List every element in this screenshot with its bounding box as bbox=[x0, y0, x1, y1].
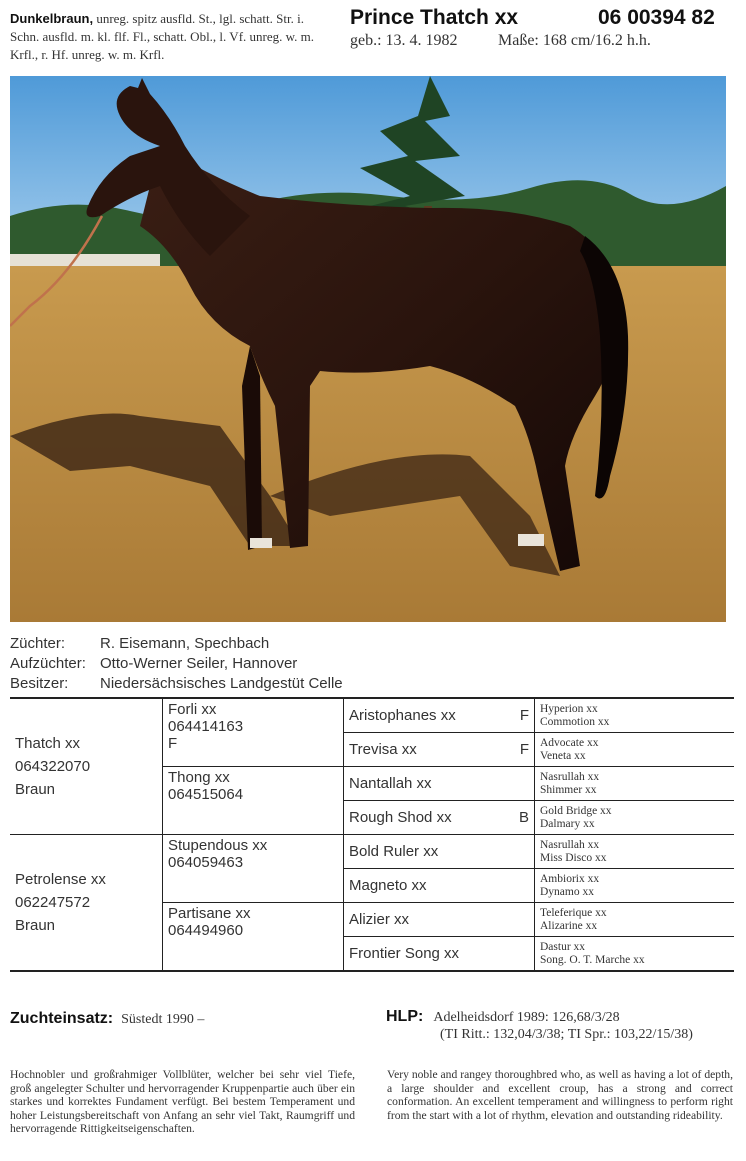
granddam-sire-cell: Thong xx 064515064 bbox=[163, 767, 344, 835]
dam-cell: Petrolense xx 062247572 Braun bbox=[10, 835, 163, 972]
markings-text: unreg. spitz ausfld. St., lgl. schatt. Str. i. Schn. ausfld. m. kl. flf. Fl., schatt. Obl., l. Vf. unreg. w. m. Krfl., r. Hf. unreg. w. m. Krfl. bbox=[10, 11, 315, 62]
horse-photo-illustration bbox=[10, 76, 726, 622]
measurements: Maße: 168 cm/16.2 h.h. bbox=[498, 32, 651, 49]
gen3-cell: Rough Shod xx B bbox=[344, 801, 535, 835]
horse-description bbox=[10, 10, 330, 64]
gen3-cell: Aristophanes xx F bbox=[344, 698, 535, 733]
horse-name: Prince Thatch xx bbox=[350, 6, 519, 29]
gen3-cell: Trevisa xx F bbox=[344, 733, 535, 767]
description-english: Very noble and rangey thoroughbred who, as well as having a lot of depth, a large shoulder and excellent croup, has a strong and correct conformation. An excellent temperament and willingness to perform right from the start with a lot of rhythm, elevation and outstanding rideability. bbox=[387, 1068, 733, 1122]
gen4-cell: Gold Bridge xx Dalmary xx bbox=[535, 801, 735, 835]
sire-cell: Thatch xx 064322070 Braun bbox=[10, 698, 163, 835]
breeding-info: Zuchteinsatz: Süstedt 1990 – bbox=[10, 1010, 205, 1027]
gen4-cell: Nasrullah xx Shimmer xx bbox=[535, 767, 735, 801]
breeder-row: Züchter: R. Eisemann, Spechbach bbox=[10, 635, 270, 652]
grandsire-sire-cell: Forli xx 064414163 F bbox=[163, 698, 344, 767]
gen3-cell: Magneto xx bbox=[344, 869, 535, 903]
performance-test: HLP: Adelheidsdorf 1989: 126,68/3/28 (TI Ritt.: 132,04/3/38; TI Spr.: 103,22/15/38) bbox=[386, 1008, 693, 1042]
gen4-cell: Ambiorix xx Dynamo xx bbox=[535, 869, 735, 903]
raiser-row: Aufzüchter: Otto-Werner Seiler, Hannover bbox=[10, 655, 298, 672]
granddam-dam-cell: Partisane xx 064494960 bbox=[163, 903, 344, 972]
coat-color: Dunkelbraun, bbox=[10, 11, 94, 26]
gen3-cell: Alizier xx bbox=[344, 903, 535, 937]
pedigree-table bbox=[10, 697, 734, 972]
gen4-cell: Dastur xx Song. O. T. Marche xx bbox=[535, 937, 735, 972]
gen4-cell: Teleferique xx Alizarine xx bbox=[535, 903, 735, 937]
grandsire-dam-cell: Stupendous xx 064059463 bbox=[163, 835, 344, 903]
registration-number: 06 00394 82 bbox=[598, 6, 715, 29]
birth-date: geb.: 13. 4. 1982 bbox=[350, 32, 458, 49]
gen3-cell: Frontier Song xx bbox=[344, 937, 535, 972]
owner-row: Besitzer: Niedersächsisches Landgestüt Celle bbox=[10, 675, 343, 692]
gen3-cell: Bold Ruler xx bbox=[344, 835, 535, 869]
gen4-cell: Hyperion xx Commotion xx bbox=[535, 698, 735, 733]
gen3-cell: Nantallah xx bbox=[344, 767, 535, 801]
gen4-cell: Nasrullah xx Miss Disco xx bbox=[535, 835, 735, 869]
owner-info bbox=[10, 634, 343, 694]
horse-photo bbox=[10, 76, 726, 622]
gen4-cell: Advocate xx Veneta xx bbox=[535, 733, 735, 767]
description-german: Hochnobler und großrahmiger Vollblüter, welcher bei sehr viel Tiefe, groß angelegter Schulter und hervorragender Kruppenpartie auch über ein starkes und korrektes Fundament verfügt. Bei bestem Temperament und hoher Leistungsbereitschaft von Anfang an sehr viel Takt, Raumgriff und hervorragende Rittigkeitseigenschaften. bbox=[10, 1068, 355, 1136]
